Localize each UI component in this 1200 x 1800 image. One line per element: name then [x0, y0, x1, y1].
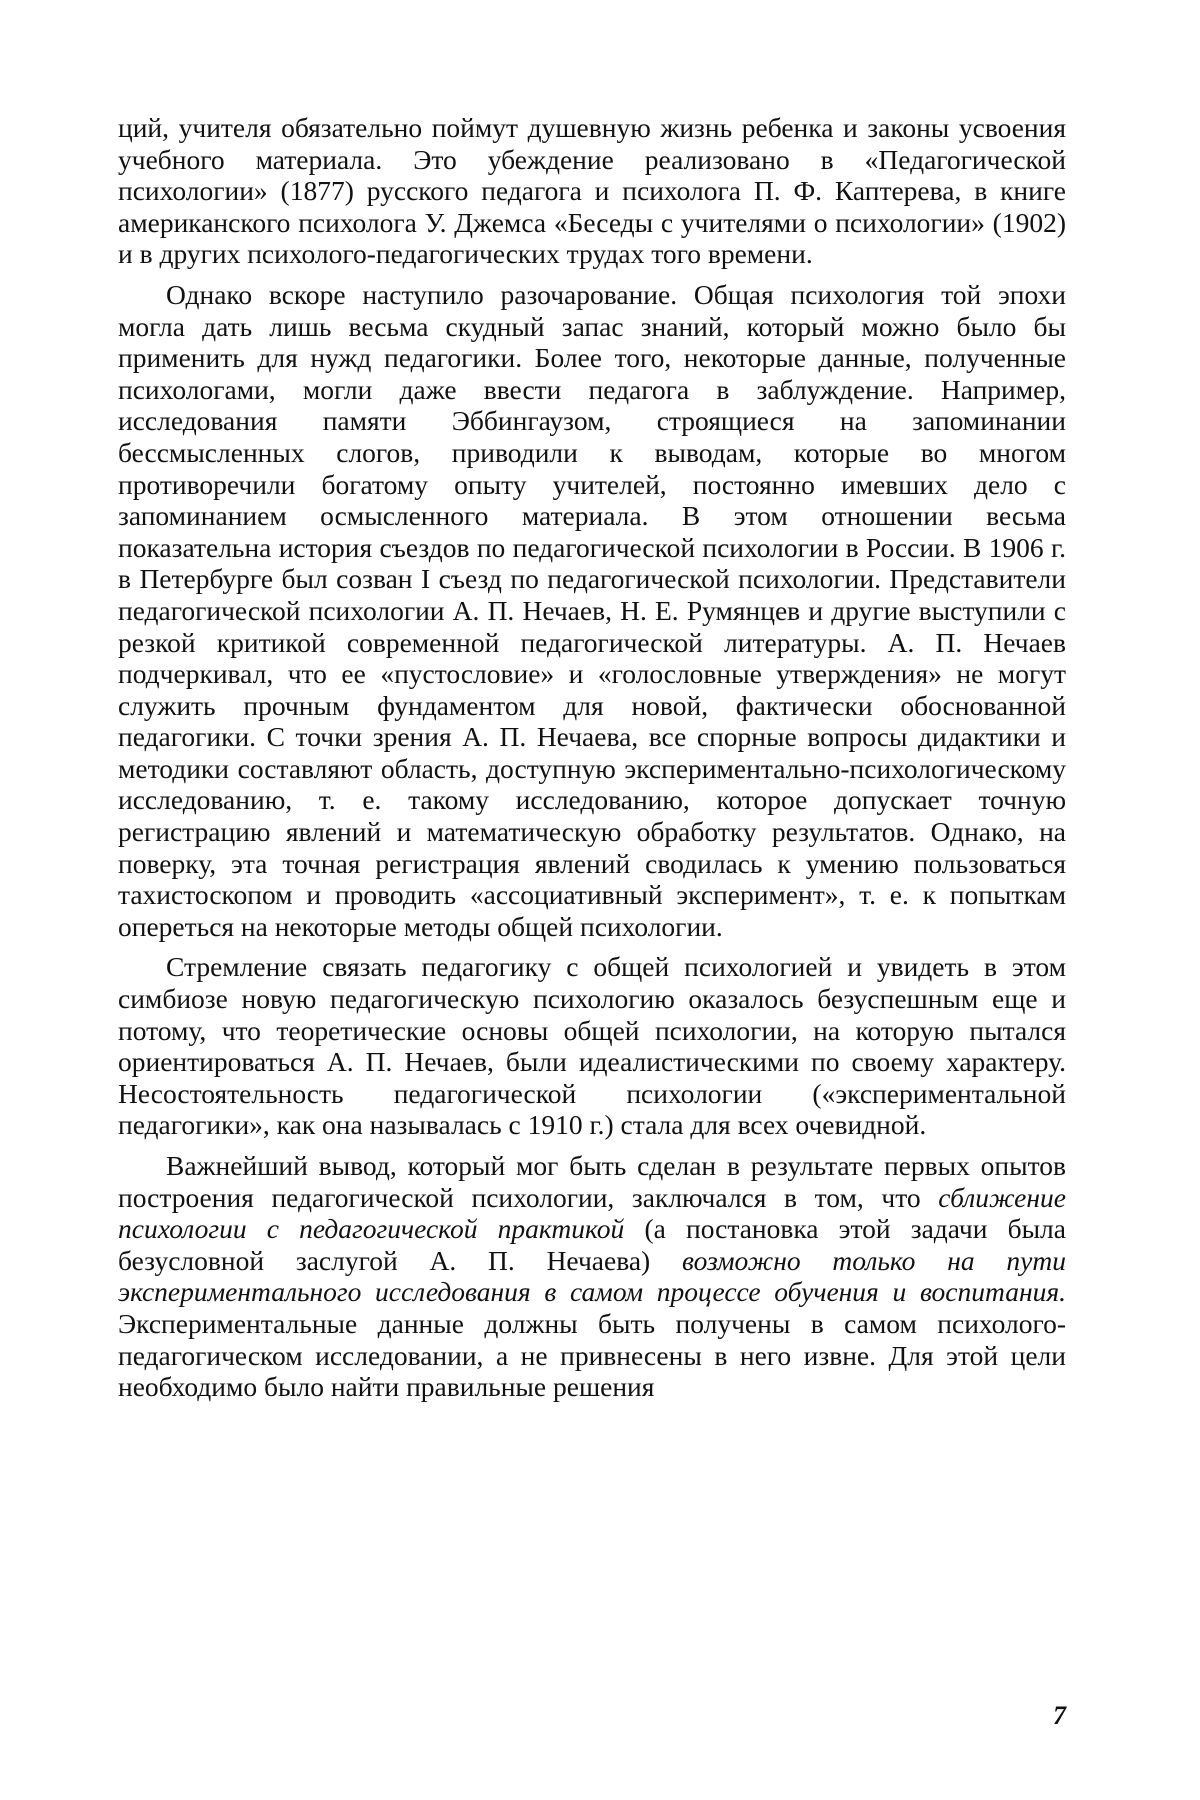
paragraph-p4 — [118, 1150, 1066, 1403]
text-segment: Стремление связать педагогику с общей психологией и увидеть в этом симбиозе новую педагогическую психологию оказалось безуспешным еще и потому, что теоретические основы общей психологии, на которую пытался ориентироваться А. П. Нечаев, были идеалистическими по своему характеру. Несостоятельность педагогической психологии («экспериментальной педагогики», как она называлась с 1910 г.) стала для всех очевидной. — [118, 951, 1066, 1141]
body-text — [118, 112, 1066, 1403]
paragraph-p3 — [118, 951, 1066, 1141]
text-segment: (а постановка этой задачи была безусловной заслугой А. П. Нечаева) — [118, 1213, 1066, 1276]
page-number: 7 — [1053, 1701, 1066, 1731]
paragraph-p1 — [118, 112, 1066, 270]
text-segment: Однако вскоре наступило разочарование. Общая психология той эпохи могла дать лишь весьма скудный запас знаний, который можно было бы применить для нужд педагогики. Более того, некоторые данные, полученные психологами, могли даже ввести педагога в заблуждение. Например, исследования памяти Эббингаузом, строящиеся на запоминании бессмысленных слогов, приводили к выводам, которые во многом противоречили богатому опыту учителей, постоянно имевших дело с запоминанием осмысленного материала. В этом отношении весьма показательна история съездов по педагогической психологии в России. В 1906 г. в Петербурге был созван I съезд по педагогической психологии. Представители педагогической психологии А. П. Нечаев, Н. Е. Румянцев и другие выступили с резкой критикой современной педагогической литературы. А. П. Нечаев подчеркивал, что ее «пустословие» и «голословные утверждения» не могут служить прочным фундаментом для новой, фактически обоснованной педагогики. С точки зрения А. П. Нечаева, все спорные вопросы дидактики и методики составляют область, доступную экспериментально-психологическому исследованию, т. е. такому исследованию, которое допускает точную регистрацию явлений и математическую обработку результатов. Однако, на поверку, эта точная регистрация явлений сводилась к умению пользоваться тахистоскопом и проводить «ассоциативный эксперимент», т. е. к попыткам опереться на некоторые методы общей психологии. — [118, 278, 1066, 942]
emphasized-text: сближение психологии с педагогической практикой — [118, 1181, 1066, 1245]
document-page — [118, 112, 1066, 1732]
paragraph-p2 — [118, 279, 1066, 942]
emphasized-text: возможно только на пути экспериментального исследования в самом процессе обучения и воспитания. — [118, 1244, 1066, 1308]
text-segment: ций, учителя обязательно поймут душевную жизнь ребенка и законы усвоения учебного материала. Это убеждение реализовано в «Педагогической психологии» (1877) русского педагога и психолога П. Ф. Каптерева, в книге американского психолога У. Джемса «Беседы с учителями о психологии» (1902) и в других психолого-педагогических трудах того времени. — [118, 112, 1066, 270]
text-segment: Экспериментальные данные должны быть получены в самом психолого-педагогическом исследовании, а не привнесены в него извне. Для этой цели необходимо было найти правильные решения — [118, 1307, 1066, 1403]
text-segment: Важнейший вывод, который мог быть сделан в результате первых опытов построения педагогической психологии, заключался в том, что — [118, 1150, 1066, 1213]
